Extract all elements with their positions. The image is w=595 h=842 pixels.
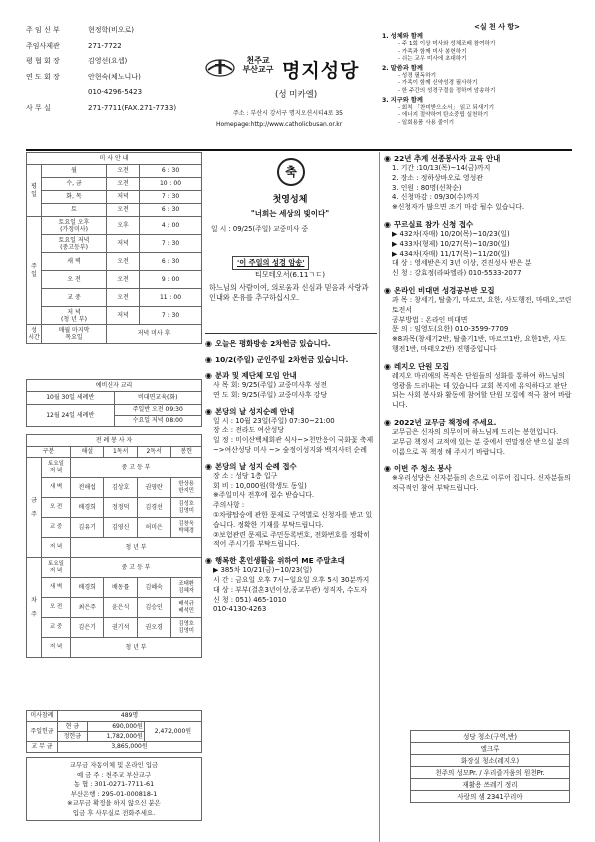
bullet-icon: ◉ bbox=[384, 417, 391, 427]
transfer-value: 1,782,000원 bbox=[87, 732, 144, 742]
offering-total: 2,472,000원 bbox=[144, 722, 201, 742]
notice-block bbox=[205, 354, 377, 365]
mass-row bbox=[27, 253, 202, 271]
bank-line: 부산은행 : 295-01-000818-1 bbox=[70, 789, 158, 798]
mass-type: 저녁 bbox=[107, 235, 140, 253]
practice-item-line: - 가족이 함께 신약성경 필사하기 bbox=[398, 80, 478, 87]
servers-person: 김영호 김영미 bbox=[171, 618, 202, 638]
bullet-icon: ◉ bbox=[205, 355, 212, 364]
servers-header: 해설 bbox=[71, 447, 104, 458]
catechumen-row1-left: 10월 30일 세례반 bbox=[27, 392, 115, 405]
mass-day: 토 bbox=[42, 204, 107, 217]
notice-line: ※신청자가 많으면 조기 마감 될수 있습니다. bbox=[392, 203, 525, 212]
notice-block bbox=[384, 417, 572, 457]
servers-person: 배경희 bbox=[71, 578, 104, 598]
servers-row bbox=[27, 518, 202, 538]
servers-person: 김혜숙 bbox=[137, 578, 170, 598]
servers-person: 김영신 bbox=[104, 518, 137, 538]
servers-group-label: 금 주 bbox=[27, 458, 42, 558]
mass-type: 오전 bbox=[107, 165, 140, 178]
notice-line: ▶ 434차(자매) 11/17(목)~11/20(일) bbox=[392, 249, 510, 258]
attendance-label: 미사참례 bbox=[27, 711, 58, 722]
cleaning-cell: 천주의 성모Pr. / 우리즐거움의 원천Pr. bbox=[411, 767, 570, 779]
mass-time: 7 : 30 bbox=[140, 235, 202, 253]
column-divider bbox=[379, 152, 380, 842]
notice-line: 2. 장소 : 정하상바오로 영성관 bbox=[392, 173, 483, 182]
notice-line: 레지오 마리애의 목적은 단원들의 성화를 통하여 하느님의 영광을 드러내는 데 있습니다 교회 복지에 유익하다고 판단되는 사회 봉사와 활동에 참여할 단원 모집에 적극 참여 바랍니다. bbox=[392, 371, 572, 410]
servers-slot: 저 녁 bbox=[42, 538, 71, 558]
org-line1: 천주교 bbox=[246, 56, 270, 65]
mass-row bbox=[27, 307, 202, 325]
servers-row bbox=[27, 618, 202, 638]
servers-person: 김유기 bbox=[71, 518, 104, 538]
weekday-label: 평 일 bbox=[27, 165, 42, 217]
notice-line: 연 도 회: 9/25(주일) 교중미사후 강당 bbox=[213, 390, 327, 399]
notice-title bbox=[384, 463, 572, 474]
finance-section bbox=[26, 710, 202, 753]
page-subtitle: (성 미카엘) bbox=[275, 90, 318, 100]
notice-title bbox=[205, 338, 377, 349]
notice-title-text: 이번 주 청소 봉사 bbox=[393, 464, 452, 474]
servers-row bbox=[27, 578, 202, 598]
servers-slot: 오 전 bbox=[42, 598, 71, 618]
practice-heading: <실 천 사 항> bbox=[473, 23, 521, 31]
catechumen-title: 예비신자 교리 bbox=[27, 380, 202, 392]
org-line2: 부산교구 bbox=[242, 65, 274, 74]
cleaning-row bbox=[411, 743, 570, 755]
notice-title bbox=[205, 370, 377, 381]
notice-title bbox=[205, 406, 377, 417]
practice-item-line: - 일회용품 사용 줄이기 bbox=[398, 119, 454, 126]
bullet-icon: ◉ bbox=[384, 361, 391, 371]
practice-item-line: - 회칙 「찬미받으소서」 읽고 되새기기 bbox=[398, 104, 494, 111]
practice-item-line: - 성경 필독하기 bbox=[398, 72, 436, 79]
practice-item-line: - 한 주간의 성경구절을 정하여 암송하기 bbox=[398, 87, 496, 94]
servers-slot: 교 중 bbox=[42, 618, 71, 638]
parish-info-row bbox=[26, 54, 196, 70]
parish-info-row bbox=[26, 70, 196, 86]
mass-day: 교 중 bbox=[42, 289, 107, 307]
servers-row bbox=[27, 498, 202, 518]
notice-line: 신 청 : 051) 465-1010 bbox=[213, 595, 287, 604]
mass-row bbox=[27, 204, 202, 217]
notice-title-text: 22년 추계 선종봉사자 교육 안내 bbox=[393, 154, 501, 163]
parish-info-value: 271-7722 bbox=[88, 41, 122, 50]
notice-line: 010-4130-4263 bbox=[213, 605, 267, 614]
servers-person: 김은기 bbox=[71, 618, 104, 638]
church-logo bbox=[205, 58, 235, 78]
cleaning-row bbox=[411, 767, 570, 779]
cleaning-cell: 화장실 청소(레지오) bbox=[411, 755, 570, 767]
header-homepage: Homepage:http://www.catholicbusan.or.kr bbox=[216, 121, 343, 128]
practice-item-line: - 가족과 함께 미사 봉헌하기 bbox=[398, 48, 467, 55]
mass-row bbox=[27, 165, 202, 178]
servers-header: 봉헌 bbox=[171, 447, 202, 458]
notice-title-text: 온라인 비대면 성경공부반 모집 bbox=[393, 285, 495, 295]
cleaning-row bbox=[411, 791, 570, 803]
mass-type: 저녁 bbox=[107, 307, 140, 325]
notice-line: 일 시 : 10월 23일(주일) 07:30~21:00 bbox=[213, 416, 335, 425]
notice-line: 장 소 : 성당 1층 입구 bbox=[213, 471, 278, 480]
servers-span: 중 고 등 부 bbox=[71, 558, 202, 578]
notice-block bbox=[384, 219, 572, 279]
notice-line: 장 소 : 전라도 여산성당 bbox=[213, 426, 284, 435]
notice-line: 주의사항 : bbox=[213, 501, 245, 510]
parish-info-label: 사 무 실 bbox=[26, 103, 51, 112]
mass-title: 미 사 안 내 bbox=[27, 153, 202, 165]
header-org bbox=[238, 56, 278, 74]
parish-info-value: 안현숙(체노니나) bbox=[88, 72, 141, 81]
servers-person: 조태환 김혜자 bbox=[171, 578, 202, 598]
notice-line: ※주일미사 전후에 접수 받습니다. bbox=[213, 491, 315, 500]
notice-title bbox=[205, 461, 377, 472]
notice-title bbox=[384, 361, 572, 372]
servers-header: 구분 bbox=[27, 447, 71, 458]
servers-header: 1독서 bbox=[104, 447, 137, 458]
notice-title bbox=[384, 285, 572, 296]
servers-slot: 오 전 bbox=[42, 498, 71, 518]
bullet-icon: ◉ bbox=[205, 371, 212, 380]
parish-info-label bbox=[26, 85, 88, 101]
servers-span: 청 년 부 bbox=[71, 538, 202, 558]
mass-type: 오전 bbox=[107, 178, 140, 191]
weekly-word-ref: 티모테오서(6.11ㄱㄷ) bbox=[254, 270, 326, 279]
notice-block bbox=[205, 406, 377, 456]
notice-title-text: 행복한 혼인생활을 위하여 ME 주말초대 bbox=[214, 556, 345, 566]
church-fee-value: 3,865,000원 bbox=[58, 742, 202, 753]
transfer-label: 정헌금 bbox=[58, 732, 88, 742]
church-logo-icon bbox=[205, 58, 235, 78]
servers-person: 최은주 bbox=[71, 598, 104, 618]
mass-time: 7 : 30 bbox=[140, 307, 202, 325]
notice-line: 4. 신청마감 : 09/30(수)까지 bbox=[392, 193, 480, 202]
notice-line: 문 의 : 임영도(요한) 010-3599-7709 bbox=[392, 325, 509, 334]
mass-type: 오전 bbox=[107, 253, 140, 271]
parish-info-value: 271-7711(FAX.271-7733) bbox=[88, 103, 177, 112]
feast-seal: 축 bbox=[277, 158, 305, 186]
servers-slot: 저 녁 bbox=[42, 638, 71, 658]
notice-block bbox=[205, 370, 377, 401]
page-title: 명지성당 bbox=[282, 60, 360, 82]
notice-title bbox=[384, 417, 572, 428]
notice-title-text: 오늘은 평화방송 2차헌금 있습니다. bbox=[214, 339, 331, 348]
servers-slot: 교 중 bbox=[42, 518, 71, 538]
practice-box bbox=[382, 22, 572, 127]
servers-person: 권기석 bbox=[104, 618, 137, 638]
bullet-icon: ◉ bbox=[205, 406, 212, 416]
bank-line: ※교무금 확정을 하지 않으신 분은 bbox=[67, 799, 161, 808]
feast-motto: "너희는 세상의 빛이다" bbox=[250, 209, 330, 218]
mass-row bbox=[27, 235, 202, 253]
cash-value: 690,000원 bbox=[87, 722, 144, 732]
servers-slot: 토요일 저 녁 bbox=[42, 558, 71, 578]
bullet-icon: ◉ bbox=[384, 154, 391, 163]
parish-info-value: 현정학(비오로) bbox=[88, 26, 135, 34]
mass-time: 6 : 30 bbox=[140, 204, 202, 217]
servers-row bbox=[27, 458, 202, 478]
servers-person: 권영란 bbox=[137, 478, 170, 498]
parish-info-label: 평 협 회 장 bbox=[26, 57, 60, 65]
servers-person: 배석규 배석민 bbox=[171, 598, 202, 618]
mass-time: 7 : 30 bbox=[140, 191, 202, 204]
servers-header: 2독서 bbox=[137, 447, 170, 458]
notice-line: ①차량탑승에 관한 문제로 구역별로 신청자를 받고 있습니다. 정확한 기재를 부탁드립니다. bbox=[213, 510, 373, 529]
servers-person: 권오경 bbox=[137, 618, 170, 638]
mass-type: 저녁 bbox=[107, 191, 140, 204]
church-fee-label: 교 무 금 bbox=[27, 742, 58, 753]
notice-line: 신 청 : 강효정(라파엘라) 010-5533-2077 bbox=[392, 269, 522, 278]
parish-info-row bbox=[26, 101, 196, 117]
header-divider bbox=[26, 149, 572, 151]
servers-person: 전해섭 bbox=[71, 478, 104, 498]
mass-type: 오전 bbox=[107, 204, 140, 217]
catechumen-section bbox=[26, 379, 202, 427]
bullet-icon: ◉ bbox=[205, 339, 212, 348]
parish-info-row bbox=[26, 23, 196, 39]
right-notices bbox=[384, 153, 572, 500]
servers-person: 김상호 bbox=[104, 478, 137, 498]
notice-title-text: 2022년 교무금 책정에 주세요. bbox=[393, 417, 497, 427]
notice-line: ▶ 385차 10/21(금)~10/23(일) bbox=[213, 566, 313, 575]
servers-row bbox=[27, 558, 202, 578]
feast-section bbox=[205, 152, 375, 332]
mass-day: 토요일 오후 (가정미사) bbox=[42, 217, 107, 235]
mass-day: 월 bbox=[42, 165, 107, 178]
visit-label: 성 시간 bbox=[27, 325, 42, 344]
mass-day: 수, 금 bbox=[42, 178, 107, 191]
servers-slot: 새 벽 bbox=[42, 578, 71, 598]
offering-label: 주일헌금 bbox=[27, 722, 58, 742]
notice-title-text: 10/2(주일) 군인주일 2차헌금 있습니다. bbox=[214, 355, 349, 364]
parish-info-row bbox=[26, 39, 196, 55]
notice-block bbox=[205, 555, 377, 615]
practice-item-title: 1. 성체와 함께 bbox=[382, 33, 423, 40]
mass-schedule bbox=[26, 152, 202, 344]
mass-day: 저 녁 (청 년 부) bbox=[42, 307, 107, 325]
notice-block bbox=[384, 463, 572, 494]
parish-info-value: 010-4296-5423 bbox=[88, 88, 143, 96]
bank-line: 입금 후 사무실로 전화주세요. bbox=[72, 808, 156, 817]
cleaning-cell: 엘크루 bbox=[411, 743, 570, 755]
mass-day: 새 벽 bbox=[42, 253, 107, 271]
servers-row bbox=[27, 598, 202, 618]
servers-person: 윤은식 bbox=[104, 598, 137, 618]
mass-row bbox=[27, 217, 202, 235]
header-address: 주소 : 부산시 강서구 명지오션시티4로 35 bbox=[233, 110, 343, 117]
practice-item-title: 2. 말씀과 함께 bbox=[382, 64, 423, 72]
servers-row bbox=[27, 638, 202, 658]
practice-item-line: - 쉬는 교우 미사에 초대하기 bbox=[398, 56, 467, 63]
notice-line: ※우리성당은 신자분들의 손으로 이루어 집니다. 신자분들의 적극적인 참여 부탁드립니다. bbox=[392, 474, 571, 493]
cash-label: 현 금 bbox=[58, 722, 88, 732]
cleaning-row bbox=[411, 755, 570, 767]
mass-type: 오전 bbox=[107, 271, 140, 289]
notice-block bbox=[205, 338, 377, 349]
visit-day: 매월 마지막 목요일 bbox=[42, 325, 107, 344]
mass-day: 오 전 bbox=[42, 271, 107, 289]
notice-line: 교무금은 신자의 의무이며 하느님께 드리는 봉헌입니다. bbox=[392, 427, 559, 436]
servers-person: 김경선 bbox=[137, 498, 170, 518]
servers-row bbox=[27, 538, 202, 558]
catechumen-row2-r2: 수요일 저녁 08:00 bbox=[114, 416, 202, 427]
bullet-icon: ◉ bbox=[205, 461, 212, 471]
servers-span: 청 년 부 bbox=[71, 638, 202, 658]
visit-time: 저녁 미사 후 bbox=[107, 325, 202, 344]
cleaning-table bbox=[410, 730, 570, 803]
notice-block bbox=[384, 361, 572, 411]
mass-time: 6 : 30 bbox=[140, 165, 202, 178]
notice-title bbox=[205, 354, 377, 365]
notice-line: 3. 인원 : 80명(선착순) bbox=[392, 183, 462, 192]
servers-person: 정정덕 bbox=[104, 498, 137, 518]
cleaning-cell: 사랑의 샘 2341꾸리아 bbox=[411, 791, 570, 803]
weekly-word-text: 하느님의 사람이여, 의로움과 신심과 믿음과 사랑과 인내와 온유를 추구하십시오. bbox=[209, 283, 369, 303]
servers-person: 허미은 bbox=[137, 518, 170, 538]
feast-date: 일 시 : 09/25(주일) 교중미사 중 bbox=[211, 225, 309, 233]
bullet-icon: ◉ bbox=[384, 464, 391, 474]
mass-row bbox=[27, 191, 202, 204]
servers-row bbox=[27, 478, 202, 498]
notice-line: 일 정 : 미이산백체회관 식사~>천만응이 국화꽃 축제~>여산성당 미사 ~> 숲정이성지와 백지사터 순례 bbox=[213, 436, 374, 454]
bank-line: 농 협 : 301-0271-7711-61 bbox=[73, 780, 155, 789]
catechumen-row1-right: 비대면교육(화) bbox=[114, 392, 202, 405]
servers-person: 배동률 bbox=[104, 578, 137, 598]
weekly-word-title: '이 주일의 성경 암송' bbox=[232, 256, 309, 270]
notice-title-text: 본당의 날 성지 순례 접수 bbox=[214, 461, 297, 471]
parish-info-row bbox=[26, 85, 196, 101]
middle-notices bbox=[205, 338, 377, 620]
notice-line: 공부방법 : 온라인 비대면 bbox=[392, 315, 468, 324]
mass-row bbox=[27, 271, 202, 289]
notice-title-text: 꾸르실료 참가 신청 접수 bbox=[393, 219, 474, 229]
notice-line: 과 목 : 창세기, 탈출기, 마르코, 요한, 사도행전, 마태오,코린토전서 bbox=[392, 295, 572, 314]
servers-person: 배경희 bbox=[71, 498, 104, 518]
parish-info-label: 주임사제관 bbox=[26, 41, 60, 50]
notice-line: 회 비 : 10,000원(학생도 동일) bbox=[213, 481, 307, 490]
notice-block bbox=[205, 461, 377, 550]
catechumen-row2-r1: 주일반 오전 09:30 bbox=[114, 405, 202, 416]
mass-day: 화, 목 bbox=[42, 191, 107, 204]
practice-item-line: - 에너지 절약하여 탄소중립 실천하기 bbox=[398, 112, 489, 119]
notice-line: ▶ 433차(형제) 10/27(목)~10/30(일) bbox=[392, 239, 510, 248]
notice-line: 시 간 : 금요일 오후 7시~일요일 오후 5시 30분까지 bbox=[213, 575, 370, 584]
bank-info bbox=[26, 757, 202, 821]
notice-line: ▶ 432차(자매) 10/20(목)~10/23(일) bbox=[392, 229, 510, 238]
servers-title: 전 례 봉 사 자 bbox=[27, 435, 202, 447]
notice-line: ②보험관련 문제로 주민등록번호, 전화번호를 정확히 적어 주시기를 부탁드립니다. bbox=[213, 530, 370, 549]
parish-info bbox=[26, 23, 196, 116]
parish-info-label: 연 도 회 장 bbox=[26, 72, 60, 81]
practice-item-line: - 주 1회 이상 미사와 성체조배 참여하기 bbox=[398, 41, 496, 47]
servers-person: 김승인 bbox=[137, 598, 170, 618]
mass-time: 6 : 30 bbox=[140, 253, 202, 271]
cleaning-row bbox=[411, 731, 570, 743]
notice-line: ※8과목(창세기2반, 탈출기1반, 마르코1반, 요한1반, 사도행전1반, 마태오2반) 진행중입니다 bbox=[392, 335, 567, 353]
servers-person: 김성호 김영미 bbox=[171, 498, 202, 518]
servers-person: 한상용 한지민 bbox=[171, 478, 202, 498]
servers-slot: 새 벽 bbox=[42, 478, 71, 498]
notice-line: 1. 기간 :10/13(목)~14(금)까지 bbox=[392, 164, 491, 172]
practice-item-title: 3. 지구와 함께 bbox=[382, 96, 423, 104]
notice-title-text: 레지오 단원 모집 bbox=[393, 361, 450, 371]
bank-line: 예 금 주 : 천주교 부산교구 bbox=[76, 770, 152, 779]
cleaning-cell: 성당 청소(구역,반) bbox=[411, 731, 570, 743]
servers-person: 김창욱 박혜경 bbox=[171, 518, 202, 538]
notice-line: 대 상 : 부부(결혼3년이상,종교무관) 성직자, 수도자 bbox=[213, 585, 367, 594]
bullet-icon: ◉ bbox=[384, 219, 391, 229]
middle-divider bbox=[205, 333, 377, 334]
cleaning-row bbox=[411, 779, 570, 791]
notice-title bbox=[384, 219, 572, 230]
servers-slot: 토요일 저 녁 bbox=[42, 458, 71, 478]
mass-row bbox=[27, 178, 202, 191]
parish-info-value: 김영선(요셉) bbox=[88, 57, 128, 65]
mass-time: 10 : 00 bbox=[140, 178, 202, 191]
bullet-icon: ◉ bbox=[205, 556, 212, 566]
servers-section bbox=[26, 434, 202, 658]
servers-span: 중 고 등 부 bbox=[71, 458, 202, 478]
bullet-icon: ◉ bbox=[384, 285, 391, 295]
notice-line: 대 상 : 영세받은지 3년 이상, 견진성사 받은 분 bbox=[392, 259, 532, 268]
servers-group-label: 차 주 bbox=[27, 558, 42, 658]
mass-type: 오후 bbox=[107, 217, 140, 235]
bank-line: 교무금 자동이체 및 온라인 입금 bbox=[69, 761, 159, 769]
parish-info-label: 주 임 신 부 bbox=[26, 26, 60, 34]
mass-day: 토요일 저녁 (중고등부) bbox=[42, 235, 107, 253]
notice-title-text: 본당의 날 성지순례 안내 bbox=[214, 406, 295, 416]
sunday-label: 주 일 bbox=[27, 217, 42, 325]
notice-line: 교무금 책정서 교적에 있는 분 중에서 연말정산 받으실 분의 이름으로 꼭 책정 해 주시기 바랍니다. bbox=[392, 437, 570, 456]
notice-title-text: 분과 및 제단체 모임 안내 bbox=[214, 371, 297, 380]
feast-title: 첫영성체 bbox=[272, 195, 308, 205]
catechumen-row2-left: 12월 24일 세례반 bbox=[27, 405, 115, 427]
notice-block bbox=[384, 153, 572, 213]
notice-line: 사 목 회: 9/25(주일) 교중미사후 성전 bbox=[213, 381, 327, 389]
notice-title bbox=[205, 555, 377, 566]
mass-row bbox=[27, 289, 202, 307]
mass-time: 4 : 00 bbox=[140, 217, 202, 235]
mass-time: 9 : 00 bbox=[140, 271, 202, 289]
cleaning-cell: 재활용 쓰레기 정리 bbox=[411, 779, 570, 791]
attendance-value: 489명 bbox=[58, 711, 202, 722]
mass-type: 오전 bbox=[107, 289, 140, 307]
mass-time: 11 : 00 bbox=[140, 289, 202, 307]
notice-title bbox=[384, 153, 572, 164]
notice-block bbox=[384, 285, 572, 355]
